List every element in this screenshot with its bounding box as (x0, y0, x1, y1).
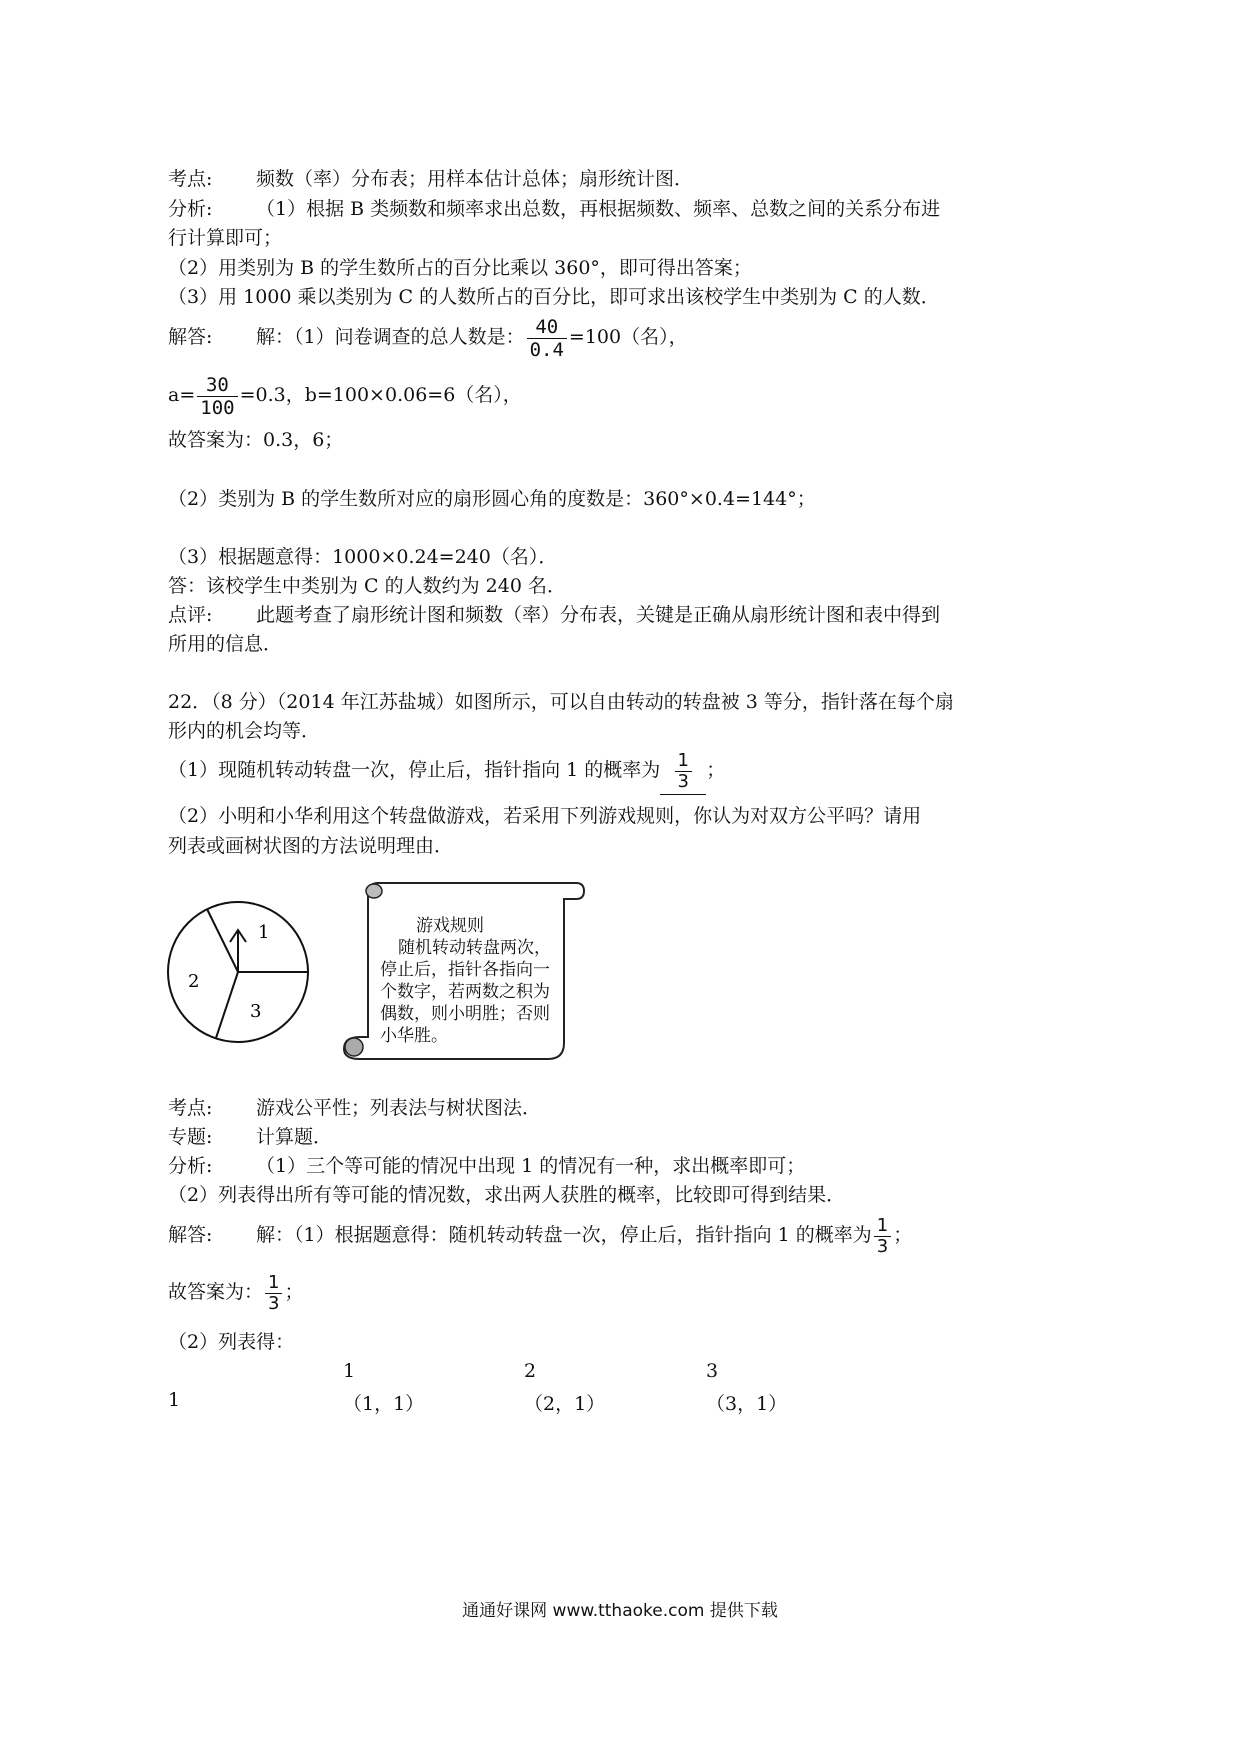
q21-fenxi-line3: （2）用类别为 B 的学生数所占的百分比乘以 360°，即可得出答案； (168, 257, 752, 279)
fraction-one-third (265, 1273, 282, 1314)
jieda-text: 解：（1）根据题意得：随机转动转盘一次，停止后，指针指向 1 的概率为 (256, 1224, 872, 1246)
table-header: 3 (706, 1360, 719, 1382)
fenxi-label: 分析: (168, 198, 213, 220)
spinner-label-3: 3 (250, 1001, 262, 1022)
q22-jieda (168, 1211, 912, 1259)
q22-answer (168, 1268, 303, 1316)
q21-jieda (168, 312, 688, 362)
q22-part2: （2）列表得： (168, 1331, 295, 1353)
table-cell: （3，1） (706, 1393, 788, 1415)
q22-zhuanti (168, 1125, 332, 1149)
fraction-one-third (675, 751, 692, 792)
q21-fenxi (168, 197, 940, 221)
q21-kaodian (168, 167, 693, 191)
kaodian-text: 游戏公平性；列表法与树状图法． (256, 1097, 542, 1119)
fraction-numerator: 1 (265, 1273, 282, 1294)
kaodian-label: 考点: (168, 1097, 213, 1119)
fraction-numerator: 40 (527, 316, 567, 339)
table-row-label: 1 (168, 1389, 181, 1411)
scroll-curl-bottom (345, 1038, 363, 1056)
kaodian-text: 频数（率）分布表；用样本估计总体；扇形统计图． (256, 168, 694, 190)
fraction-denominator: 100 (200, 396, 235, 419)
q22-fenxi (168, 1154, 805, 1178)
table-cell: （1，1） (343, 1393, 425, 1415)
fenxi-line: （1）根据 B 类频数和频率求出总数，再根据频数、频率、总数之间的关系分布进 (256, 198, 941, 220)
scroll-line: 偶数，则小明胜；否则 (380, 1004, 550, 1024)
answer-end: ； (284, 1281, 304, 1303)
sub1-end: ； (706, 759, 726, 781)
q22-sub1 (168, 748, 725, 795)
fraction-numerator: 1 (675, 751, 692, 772)
table-cell: （2，1） (524, 1393, 606, 1415)
answer-blank (660, 748, 706, 795)
jieda-label: 解答: (168, 326, 213, 348)
q21-ab-line (168, 370, 522, 420)
a-eq: a= (168, 384, 196, 406)
spinner-label-1: 1 (258, 922, 270, 943)
q22-sub2: （2）小明和小华利用这个转盘做游戏，若采用下列游戏规则，你认为对双方公平吗？请用 (168, 805, 922, 827)
ab-result: =0.3，b=100×0.06=6（名）， (239, 384, 522, 406)
q21-answer: 故答案为：0.3，6； (168, 429, 344, 451)
spinner-divider (216, 972, 238, 1038)
q21-fenxi-line2: 行计算即可； (168, 227, 283, 249)
zhuanti-text: 计算题． (256, 1126, 333, 1148)
q22-fenxi-line2: （2）列表得出所有等可能的情况数，求出两人获胜的概率，比较即可得到结果． (168, 1184, 846, 1206)
dianping-text: 此题考查了扇形统计图和频数（率）分布表，关键是正确从扇形统计图和表中得到 (256, 604, 941, 626)
scroll-line: 停止后，指针各指向一 (380, 960, 550, 980)
fraction-denominator: 3 (677, 770, 689, 792)
scroll-title: 游戏规则 (416, 916, 484, 936)
q22-kaodian (168, 1096, 541, 1120)
spinner-label-2: 2 (188, 971, 200, 992)
fenxi-text: （1）三个等可能的情况中出现 1 的情况有一种，求出概率即可； (256, 1155, 806, 1177)
scroll-line: 个数字，若两数之积为 (380, 982, 550, 1002)
fraction-numerator: 1 (874, 1216, 891, 1237)
fraction-30-over-100 (197, 374, 237, 419)
scroll-line: 随机转动转盘两次， (398, 938, 551, 958)
table-header: 1 (343, 1360, 356, 1382)
fraction-denominator: 3 (876, 1235, 889, 1257)
jieda-label: 解答: (168, 1224, 213, 1246)
kaodian-label: 考点: (168, 168, 213, 190)
q21-part2: （2）类别为 B 的学生数所对应的扇形圆心角的度数是：360°×0.4=144°； (168, 488, 816, 510)
fraction-denominator: 3 (268, 1292, 280, 1314)
fraction-numerator: 30 (197, 374, 237, 397)
q21-dianping-line2: 所用的信息． (168, 633, 283, 655)
q22-title: 22．（8 分）（2014 年江苏盐城）如图所示，可以自由转动的转盘被 3 等分，指针落在每个扇 (168, 691, 954, 713)
q22-sub2-line2: 列表或画树状图的方法说明理由． (168, 835, 454, 857)
jieda-end: ； (893, 1224, 913, 1246)
spinner-figure (160, 880, 320, 1060)
fenxi-label: 分析: (168, 1155, 213, 1177)
zhuanti-label: 专题: (168, 1126, 213, 1148)
table-header: 2 (524, 1360, 537, 1382)
spinner-divider (207, 909, 238, 972)
q21-dianping (168, 603, 940, 627)
fraction-denominator: 0.4 (529, 338, 564, 361)
fraction-one-third (874, 1216, 891, 1257)
q21-fenxi-line4: （3）用 1000 乘以类别为 C 的人数所占的百分比，即可求出该校学生中类别为 C 的人数． (168, 286, 940, 308)
q21-part3: （3）根据题意得：1000×0.24=240（名）． (168, 546, 558, 568)
jieda-result: =100（名）， (568, 326, 688, 348)
sub1-text: （1）现随机转动转盘一次，停止后，指针指向 1 的概率为 (168, 759, 661, 781)
fraction-40-over-0.4 (527, 316, 567, 361)
answer-text: 故答案为： (168, 1281, 264, 1303)
q22-title-line2: 形内的机会均等． (168, 720, 321, 742)
q21-da: 答：该校学生中类别为 C 的人数约为 240 名． (168, 575, 566, 597)
page-footer: 通通好课网 www.tthaoke.com 提供下载 (462, 1601, 778, 1621)
scroll-curl-top (366, 884, 382, 898)
dianping-label: 点评: (168, 604, 213, 626)
scroll-line: 小华胜。 (380, 1026, 448, 1046)
jieda-text: 解：（1）问卷调查的总人数是： (256, 326, 525, 348)
